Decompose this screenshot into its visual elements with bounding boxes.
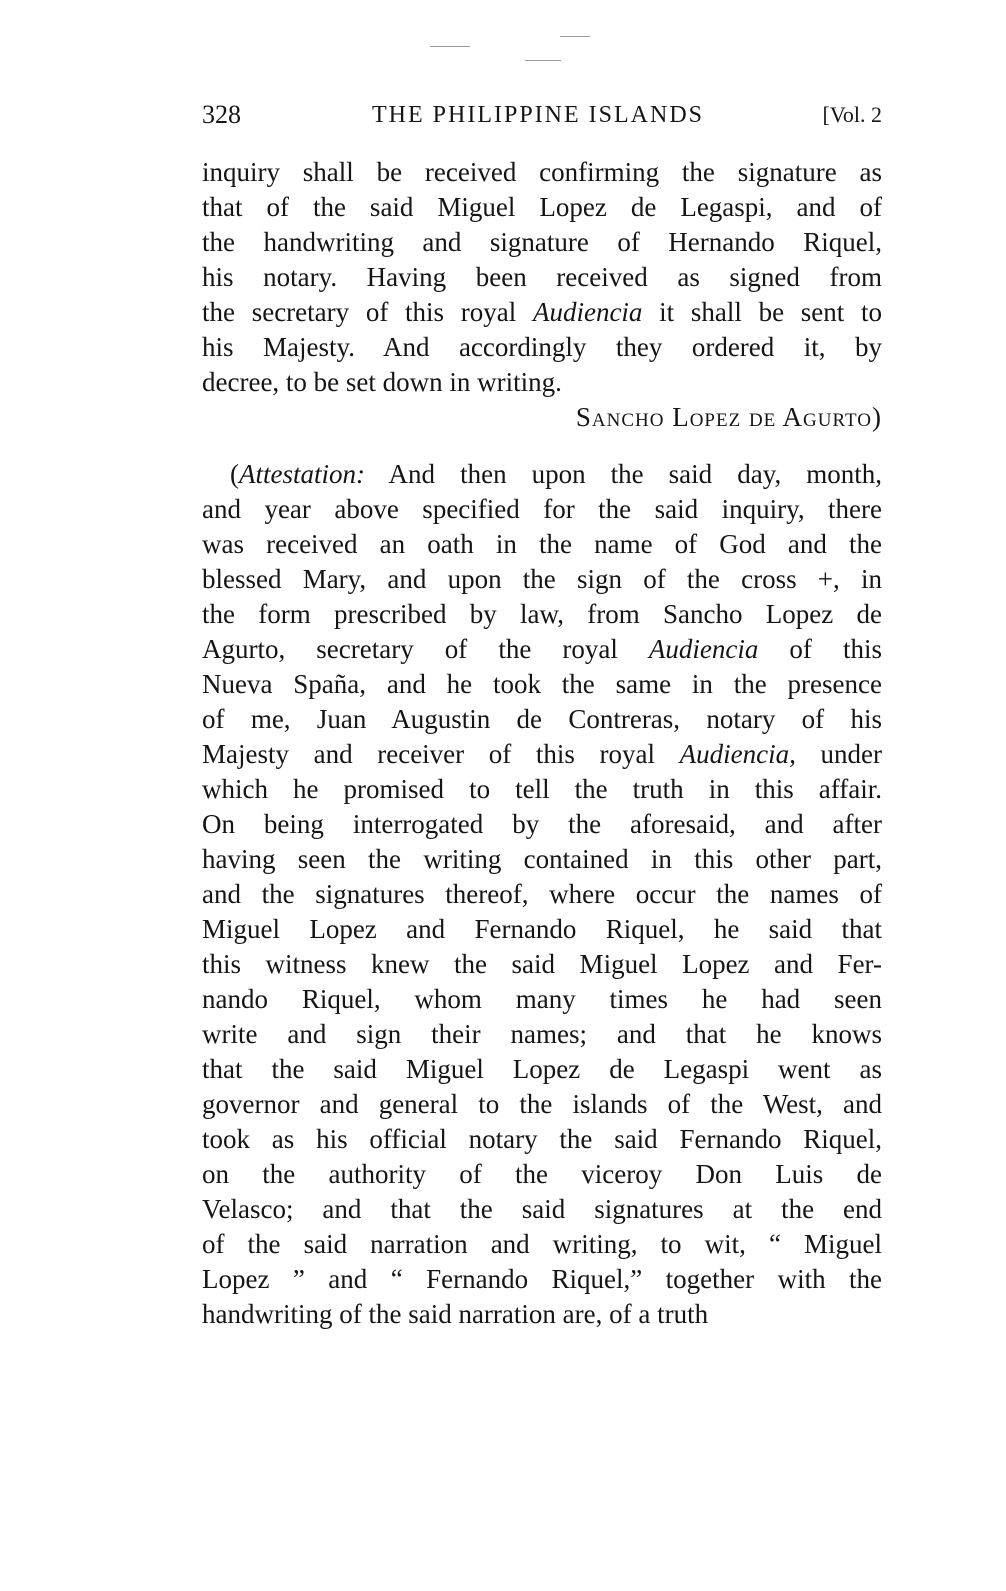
italic-term: Attestation:	[239, 459, 365, 489]
text-line: that of the said Miguel Lopez de Legaspi, and of	[202, 192, 882, 222]
scan-artifact-mark	[560, 36, 590, 37]
text-run: And then upon the said day, month,	[364, 459, 882, 489]
text-line: governor and general to the islands of the West, and	[202, 1089, 882, 1119]
text-line: Nueva Spaña, and he took the same in the presence	[202, 669, 882, 699]
text-line: the handwriting and signature of Hernando Riquel,	[202, 227, 882, 257]
text-run: the secretary of this royal	[202, 297, 533, 327]
text-line	[202, 295, 882, 330]
text-line: of me, Juan Augustin de Contreras, notary of his	[202, 704, 882, 734]
text-line: this witness knew the said Miguel Lopez and Fer-	[202, 949, 882, 979]
text-line: decree, to be set down in writing.	[202, 367, 562, 397]
text-run: it shall be sent to	[642, 297, 882, 327]
text-line: his Majesty. And accordingly they ordered it, by	[202, 332, 882, 362]
text-line: Velasco; and that the said signatures at the end	[202, 1194, 882, 1224]
text-line: Miguel Lopez and Fernando Riquel, he said that	[202, 914, 882, 944]
signature-line: Sancho Lopez de Agurto)	[575, 402, 882, 432]
text-line	[202, 632, 882, 667]
text-line	[202, 737, 882, 772]
text-line: Lopez ” and “ Fernando Riquel,” together with the	[202, 1264, 882, 1294]
scan-artifact-mark	[525, 60, 561, 61]
italic-term: Audiencia	[648, 634, 759, 664]
page-body	[202, 155, 882, 1332]
running-head	[202, 98, 882, 132]
text-line: took as his official notary the said Fernando Riquel,	[202, 1124, 882, 1154]
text-line: and the signatures thereof, where occur the names of	[202, 879, 882, 909]
text-line: the form prescribed by law, from Sancho Lopez de	[202, 599, 882, 629]
italic-term: Audiencia	[532, 297, 643, 327]
text-run: (	[230, 459, 239, 489]
text-line: blessed Mary, and upon the sign of the cross +, in	[202, 564, 882, 594]
text-line: On being interrogated by the aforesaid, and after	[202, 809, 882, 839]
text-line: inquiry shall be received confirming the signature as	[202, 157, 882, 187]
text-line	[202, 457, 882, 492]
volume-label: [Vol. 2	[822, 102, 882, 127]
text-line: and year above specified for the said inquiry, there	[202, 494, 882, 524]
running-title: THE PHILIPPINE ISLANDS	[372, 102, 704, 128]
text-line: was received an oath in the name of God and the	[202, 529, 882, 559]
text-line: of the said narration and writing, to wit, “ Miguel	[202, 1229, 882, 1259]
text-line: that the said Miguel Lopez de Legaspi went as	[202, 1054, 882, 1084]
text-line: nando Riquel, whom many times he had seen	[202, 984, 882, 1014]
scan-artifact-mark	[430, 46, 470, 47]
text-run: of this	[758, 634, 882, 664]
text-run: Majesty and receiver of this royal	[202, 739, 680, 769]
italic-term: Audiencia,	[679, 739, 796, 769]
text-line: having seen the writing contained in this other part,	[202, 844, 882, 874]
text-line: handwriting of the said narration are, of a truth	[202, 1299, 709, 1329]
text-line: write and sign their names; and that he knows	[202, 1019, 882, 1049]
page-number: 328	[202, 100, 241, 129]
text-run: under	[795, 739, 882, 769]
text-line: his notary. Having been received as signed from	[202, 262, 882, 292]
text-line: on the authority of the viceroy Don Luis de	[202, 1159, 882, 1189]
text-run: Agurto, secretary of the royal	[202, 634, 649, 664]
text-line: which he promised to tell the truth in this affair.	[202, 774, 882, 804]
